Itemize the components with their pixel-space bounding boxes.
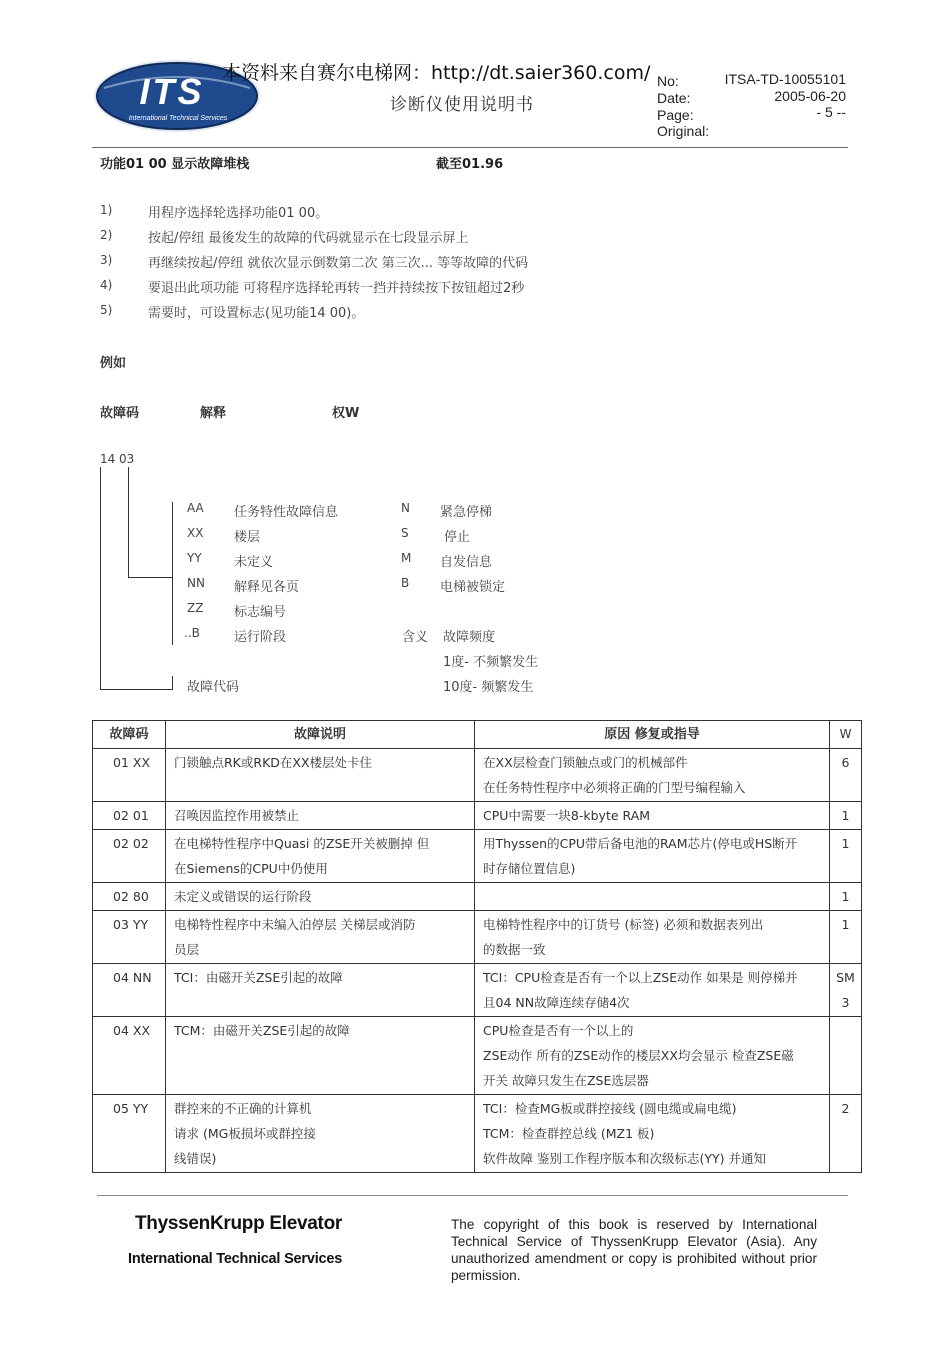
diagram-item-text: 标志编号	[234, 605, 287, 620]
fault-code-label: 故障代码	[187, 680, 240, 695]
cell-text-line: 1	[841, 917, 850, 932]
fault-description-cell	[166, 830, 475, 883]
flag-abbr: S	[401, 526, 409, 540]
flag-text: 紧急停梯	[440, 505, 493, 520]
cell-text-line: 在Siemens的CPU中仍使用	[174, 861, 328, 876]
weight-cell	[830, 830, 862, 883]
weight-cell	[830, 1095, 862, 1173]
diagram-abbr: ZZ	[187, 601, 204, 615]
cell-text-line: TCM：由磁开关ZSE引起的故障	[174, 1023, 350, 1038]
cell-text-line: 电梯特性程序中未编入泊停层 关梯层或消防	[174, 917, 416, 932]
table-row	[93, 964, 862, 1017]
cell-text-line: ZSE动作 所有的ZSE动作的楼层XX均会显示 检查ZSE磁	[483, 1048, 794, 1063]
meta-label-date: Date:	[657, 90, 691, 106]
table-header-row	[93, 721, 862, 749]
legend-code: 故障码	[100, 406, 140, 421]
frequency-low: 1度- 不频繁发生	[443, 655, 539, 670]
function-version: 截至01.96	[436, 157, 504, 172]
cause-cell	[475, 830, 830, 883]
cause-cell	[475, 1095, 830, 1173]
table-row	[93, 830, 862, 883]
cell-text-line: TCI：由磁开关ZSE引起的故障	[174, 970, 343, 985]
cell-text-line: 用Thyssen的CPU带后备电池的RAM芯片(停电或HS断开	[483, 836, 798, 851]
diagram-bracket	[172, 502, 173, 645]
cell-text-line: CPU中需要一块8-kbyte RAM	[483, 808, 651, 823]
cause-cell	[475, 749, 830, 802]
cell-text-line: 的数据一致	[483, 942, 546, 957]
cell-text-line: 2	[841, 1101, 850, 1116]
table-row	[93, 911, 862, 964]
step-text: 要退出此项功能 可将程序选择轮再转一挡并持续按下按钮超过2秒	[148, 281, 525, 296]
table-row	[93, 883, 862, 911]
diagram-abbr: YY	[187, 551, 202, 565]
fault-code-cell: 04 NN	[93, 964, 166, 1017]
fault-description-cell	[166, 883, 475, 911]
diagram-abbr: NN	[187, 576, 205, 590]
diagram-abbr: AA	[187, 501, 204, 515]
cell-text-line: 3	[841, 995, 850, 1010]
fault-code-cell: 04 XX	[93, 1017, 166, 1095]
cell-text-line: 软件故障 鉴别工作程序版本和次级标志(YY) 并通知	[483, 1151, 766, 1166]
cell-text-line: 1	[841, 889, 850, 904]
copyright-notice: The copyright of this book is reserved by International Technical Service of ThyssenKrupp Elevator (Asia). Any unauthorized amendment or copy is prohibited without prior permission.	[451, 1217, 817, 1283]
document-title: 诊断仪使用说明书	[390, 95, 534, 115]
meta-value-page: - 5 --	[816, 104, 846, 120]
step-text: 用程序选择轮选择功能01 00。	[148, 206, 329, 221]
cause-cell	[475, 802, 830, 830]
table-row	[93, 802, 862, 830]
step-number: 4)	[100, 278, 113, 292]
frequency-high: 10度- 频繁发生	[443, 680, 534, 695]
fault-code-cell: 03 YY	[93, 911, 166, 964]
fault-description-cell	[166, 1095, 475, 1173]
column-header: 原因 修复或指导	[475, 721, 830, 749]
logo-text: ITS	[139, 71, 205, 112]
flag-abbr: N	[401, 501, 410, 515]
fault-code-cell: 05 YY	[93, 1095, 166, 1173]
cell-text-line	[483, 884, 823, 909]
cell-text-line: TCI：检查MG板或群控接线 (圆电缆或扁电缆)	[483, 1101, 737, 1116]
fault-description-cell	[166, 964, 475, 1017]
legend-explanation: 解释	[200, 406, 227, 421]
table-row	[93, 1017, 862, 1095]
column-header: W	[830, 721, 862, 749]
step-text: 按起/停纽 最後发生的故障的代码就显示在七段显示屏上	[148, 231, 469, 246]
cause-cell	[475, 911, 830, 964]
header-divider	[92, 147, 848, 148]
fault-description-cell	[166, 802, 475, 830]
footer-subbrand: International Technical Services	[128, 1251, 343, 1267]
cell-text-line: 未定义或错误的运行阶段	[174, 889, 312, 904]
diagram-line	[128, 577, 173, 578]
cell-text-line: 且04 NN故障连续存储4次	[483, 995, 630, 1010]
fault-description-cell	[166, 1017, 475, 1095]
flag-abbr: M	[401, 551, 412, 565]
sample-code-part-b: 03	[119, 452, 135, 466]
example-label: 例如	[100, 356, 127, 371]
diagram-item-text: 楼层	[234, 530, 261, 545]
cell-text-line: 6	[841, 755, 850, 770]
cell-text-line: 1	[841, 808, 850, 823]
step-number: 1)	[100, 203, 113, 217]
diagram-item-text: 任务特性故障信息	[234, 505, 339, 520]
cell-text-line: 群控来的不正确的计算机	[174, 1101, 312, 1116]
column-header: 故障说明	[166, 721, 475, 749]
diagram-line	[100, 689, 173, 690]
fault-description-cell	[166, 911, 475, 964]
fault-code-cell: 02 01	[93, 802, 166, 830]
diagram-bracket	[172, 676, 173, 690]
cell-text-line: 在任务特性程序中必须将正确的门型号编程输入	[483, 780, 746, 795]
diagram-line	[128, 467, 129, 577]
weight-cell	[830, 1017, 862, 1095]
table-row	[93, 1095, 862, 1173]
table-row	[93, 749, 862, 802]
fault-code-cell: 02 02	[93, 830, 166, 883]
legend-weight: 权W	[332, 406, 360, 421]
weight-cell	[830, 911, 862, 964]
cell-text-line: 1	[841, 836, 850, 851]
fault-table	[92, 720, 862, 1173]
diagram-line	[100, 467, 101, 690]
cell-text-line	[832, 1018, 859, 1043]
cause-cell	[475, 1017, 830, 1095]
cell-text-line: 请求 (MG板损坏或群控接	[174, 1126, 316, 1141]
step-text: 再继续按起/停纽 就依次显示倒数第二次 第三次... 等等故障的代码	[148, 256, 529, 271]
step-number: 3)	[100, 253, 113, 267]
column-header: 故障码	[93, 721, 166, 749]
cell-text-line: TCI：CPU检查是否有一个以上ZSE动作 如果是 则停梯并	[483, 970, 798, 985]
sample-code-part-a: 14	[100, 452, 116, 466]
diagram-item-text: 未定义	[234, 555, 274, 570]
meaning-label: 含义	[402, 630, 429, 645]
weight-cell	[830, 749, 862, 802]
cell-text-line: 时存储位置信息)	[483, 861, 576, 876]
cell-text-line: 门锁触点RK或RKD在XX楼层处卡住	[174, 755, 373, 770]
cause-cell	[475, 883, 830, 911]
cell-text-line: 在XX层检查门锁触点或门的机械部件	[483, 755, 688, 770]
function-title: 功能01 00 显示故障堆栈	[100, 157, 250, 172]
logo-subtext: International Technical Services	[128, 115, 228, 122]
cell-text-line: 电梯特性程序中的订货号 (标签) 必须和数据表列出	[483, 917, 764, 932]
step-number: 5)	[100, 303, 113, 317]
flag-text: 停止	[444, 530, 471, 545]
cell-text-line: SM	[836, 970, 855, 985]
meta-label-page: Page:	[657, 107, 694, 123]
meta-label-original: Original:	[657, 123, 710, 139]
cause-cell	[475, 964, 830, 1017]
weight-cell	[830, 883, 862, 911]
flag-text: 自发信息	[440, 555, 493, 570]
cell-text-line: TCM：检查群控总线 (MZ1 板)	[483, 1126, 655, 1141]
footer-brand: ThyssenKrupp Elevator	[135, 1213, 342, 1234]
diagram-item-text: 解释见各页	[234, 580, 300, 595]
diagram-item-text: 运行阶段	[234, 630, 287, 645]
cell-text-line: CPU检查是否有一个以上的	[483, 1023, 634, 1038]
meta-label-no: No:	[657, 73, 679, 89]
weight-cell	[830, 802, 862, 830]
weight-cell	[830, 964, 862, 1017]
cell-text-line: 在电梯特性程序中Quasi 的ZSE开关被删掉 但	[174, 836, 430, 851]
fault-code-cell: 02 80	[93, 883, 166, 911]
watermark-text: 本资料来自赛尔电梯网：http://dt.saier360.com/	[222, 62, 651, 84]
fault-description-cell	[166, 749, 475, 802]
meta-value-date: 2005-06-20	[774, 88, 846, 104]
meta-value-no: ITSA-TD-10055101	[724, 71, 846, 87]
footer-divider	[97, 1195, 848, 1196]
step-number: 2)	[100, 228, 113, 242]
cell-text-line: 员层	[174, 942, 200, 957]
cell-text-line: 召唤因监控作用被禁止	[174, 808, 300, 823]
step-text: 需要时，可设置标志(见功能14 00)。	[148, 306, 365, 321]
flag-abbr: B	[401, 576, 410, 590]
diagram-abbr: ..B	[184, 626, 200, 640]
cell-text-line: 开关 故障只发生在ZSE选层器	[483, 1073, 649, 1088]
cell-text-line: 线错误)	[174, 1151, 217, 1166]
flag-text: 电梯被锁定	[440, 580, 506, 595]
diagram-abbr: XX	[187, 526, 204, 540]
fault-code-cell: 01 XX	[93, 749, 166, 802]
meaning-text: 故障频度	[443, 630, 496, 645]
